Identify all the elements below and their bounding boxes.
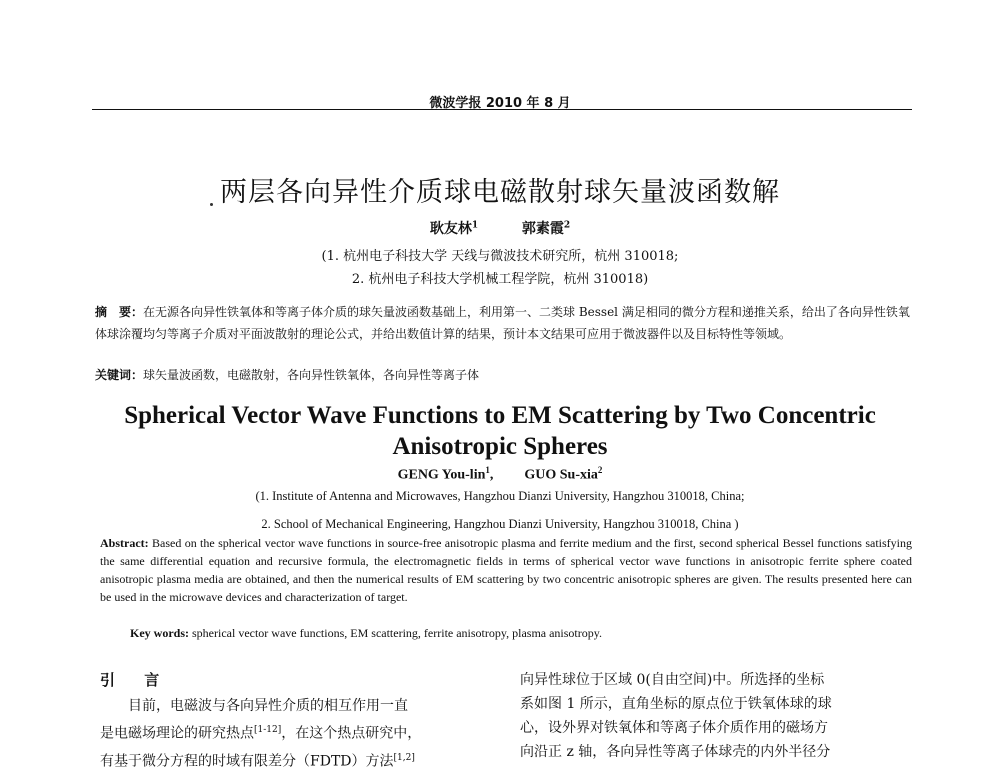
english-author-1-sup: 1 bbox=[485, 465, 490, 475]
body-right-line-3: 心，设外界对铁氧体和等离子体介质作用的磁场方 bbox=[520, 720, 828, 736]
english-keywords-label: Key words: bbox=[130, 626, 189, 640]
chinese-keywords bbox=[95, 365, 910, 385]
chinese-author-1: 耿友林 bbox=[429, 221, 472, 237]
english-abstract bbox=[100, 534, 912, 606]
body-left-line-2-text: 是电磁场理论的研究热点 bbox=[100, 725, 254, 742]
body-left-line-2-tail: ，在这个热点研究中， bbox=[281, 725, 422, 742]
english-keywords bbox=[130, 626, 910, 641]
chinese-keywords-text: 球矢量波函数，电磁散射，各向异性铁氧体，各向异性等离子体 bbox=[143, 368, 480, 382]
english-author-1: GENG You-lin bbox=[397, 467, 486, 483]
english-author-2-sup: 2 bbox=[597, 465, 603, 475]
journal-header: 微波学报 2010 年 8 月 bbox=[429, 96, 571, 111]
chinese-title: 两层各向异性介质球电磁散射球矢量波函数解 bbox=[220, 177, 780, 208]
english-affiliation-1: (1. Institute of Antenna and Microwaves, Hangzhou Dianzi University, Hangzhou 310018, China; bbox=[255, 489, 745, 503]
chinese-keywords-label: 关键词： bbox=[95, 368, 144, 382]
chinese-abstract-text: 在无源各向异性铁氧体和等离子体介质的球矢量波函数基础上，利用第一、二类球 Bessel 满足相同的微分方程和递推关系，给出了各向异性铁氧体球涂覆均匀等离子介质对平面波散射的理论公式，并给出数值计算的结果，预计本文结果可应用于微波器件以及目标特性等领域。 bbox=[95, 305, 910, 341]
english-title: Spherical Vector Wave Functions to EM Scattering by Two Concentric Anisotropic Spheres bbox=[124, 402, 876, 460]
citation-1-12: [1-12] bbox=[254, 725, 282, 735]
body-left-line-2 bbox=[100, 718, 492, 746]
body-right-line-4: 向沿正 z 轴，各向异性等离子体球壳的内外半径分 bbox=[520, 744, 831, 760]
english-authors: GENG You-lin$^1$, GUO Su-xia$^2$ bbox=[397, 465, 603, 483]
chinese-affiliation-1: (1. 杭州电子科技大学 天线与微波技术研究所，杭州 310018; bbox=[321, 249, 679, 264]
english-abstract-text: Based on the spherical vector wave functions in source-free anisotropic plasma and ferrite medium and the first, second spherical Bessel functions satisfying the same differential equation and recursive formula, the electromagnetic fields in terms of spherical vector wave functions in anisotropic ferrite sphere coated anisotropic plasma media are obtained, and then the numerical results of EM scattering by two concentric anisotropic spheres are given. The results presented here can be used in the microwave devices and characterization of target. bbox=[100, 536, 912, 604]
chinese-author-2-sup: 2 bbox=[563, 220, 571, 231]
citation-1-2: [1,2] bbox=[393, 752, 415, 763]
chinese-authors bbox=[0, 218, 1000, 238]
body-right-column bbox=[520, 668, 912, 764]
chinese-author-1-sup: 1 bbox=[471, 220, 479, 231]
body-right-line-2: 系如图 1 所示，直角坐标的原点位于铁氧体球的球 bbox=[520, 696, 832, 712]
english-affiliation-2: 2. School of Mechanical Engineering, Hangzhou Dianzi University, Hangzhou 310018, China ) bbox=[261, 517, 739, 531]
body-right-line-1: 向异性球位于区域 0(自由空间)中。所选择的坐标 bbox=[520, 672, 825, 688]
body-left-line-1: 目前，电磁波与各向异性介质的相互作用一直 bbox=[128, 698, 408, 714]
body-left-line-3-text: 有基于微分方程的时域有限差分（FDTD）方法 bbox=[100, 753, 394, 770]
body-left-column bbox=[100, 668, 492, 773]
chinese-affiliation-2: 2. 杭州电子科技大学机械工程学院，杭州 310018) bbox=[351, 272, 649, 287]
section-heading-introduction: 引 言 bbox=[100, 671, 172, 689]
chinese-abstract-label: 摘 要： bbox=[95, 305, 144, 319]
english-author-2: GUO Su-xia bbox=[524, 467, 598, 483]
chinese-author-2: 郭素霞 bbox=[521, 221, 564, 237]
english-keywords-text: spherical vector wave functions, EM scattering, ferrite anisotropy, plasma anisotropy. bbox=[192, 626, 602, 640]
chinese-abstract bbox=[95, 301, 910, 345]
english-abstract-label: Abstract: bbox=[100, 536, 149, 550]
header-rule bbox=[92, 109, 912, 110]
body-left-line-3 bbox=[100, 746, 492, 773]
